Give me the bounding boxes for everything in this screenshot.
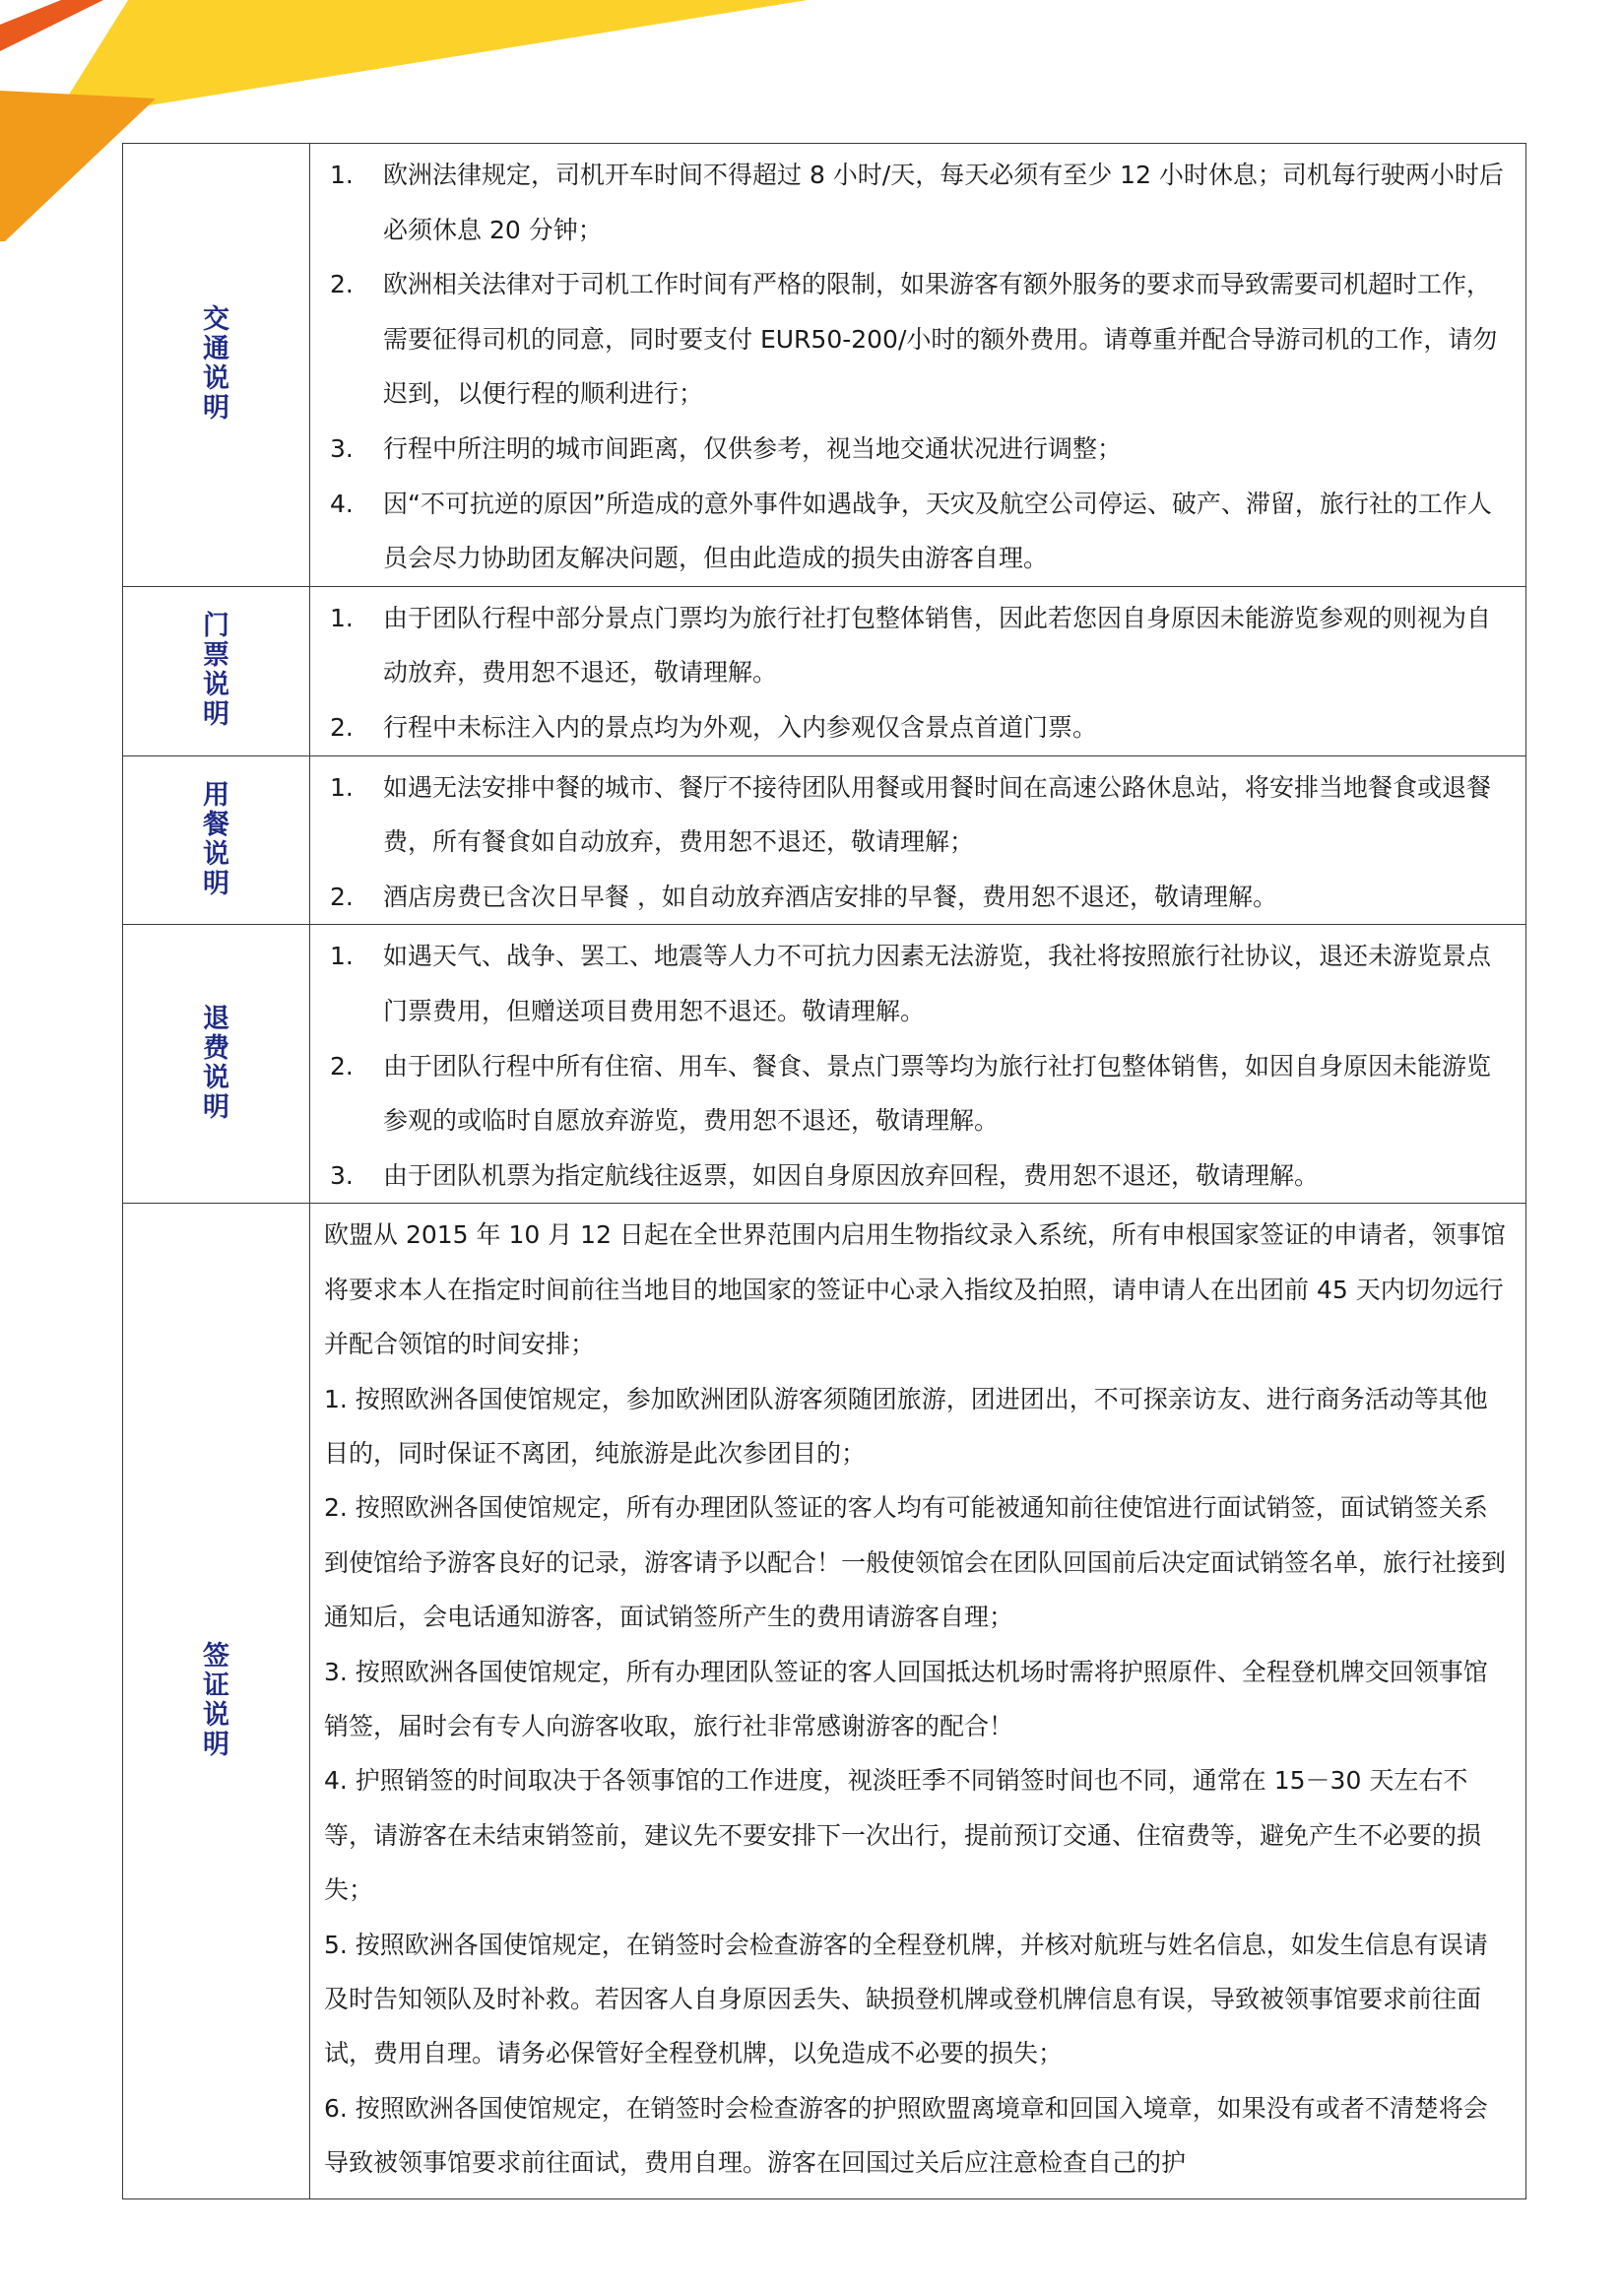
item-text: 欧洲相关法律对于司机工作时间有严格的限制，如果游客有额外服务的要求而导致需要司机超时工作，需要征得司机的同意，同时要支付 EUR50-200/小时的额外费用。请尊重并配合导游司机的工作，请勿迟到，以便行程的顺利进行；	[383, 270, 1498, 409]
item-text: 行程中所注明的城市间距离，仅供参考，视当地交通状况进行调整；	[383, 433, 1123, 463]
item-number: 2.	[330, 882, 354, 911]
item-number: 1.	[330, 603, 354, 632]
item-text: 欧洲法律规定，司机开车时间不得超过 8 小时/天，每天必须有至少 12 小时休息；司机每行驶两小时后必须休息 20 分钟；	[383, 161, 1504, 244]
section-meals	[123, 755, 1526, 925]
visa-paragraph: 3. 按照欧洲各国使馆规定，所有办理团队签证的客人回国抵达机场时需将护照原件、全程登机牌交回领事馆销签，届时会有专人向游客收取，旅行社非常感谢游客的配合！	[324, 1657, 1488, 1740]
section-label-cell	[123, 925, 310, 1204]
section-refund	[123, 925, 1526, 1204]
section-content	[310, 1204, 1526, 2199]
list-item	[324, 1148, 1512, 1204]
item-number: 2.	[330, 712, 354, 742]
section-label-cell	[123, 1204, 310, 2199]
item-text: 行程中未标注入内的景点均为外观，入内参观仅含景点首道门票。	[383, 712, 1098, 742]
visa-paragraph: 4. 护照销签的时间取决于各领事馆的工作进度，视淡旺季不同销签时间也不同，通常在 15－30 天左右不等，请游客在未结束销签前，建议先不要安排下一次出行，提前预订交通、住宿费等，避免产生不必要的损失；	[324, 1766, 1482, 1905]
section-label: 签证说明	[203, 1641, 229, 1761]
item-number: 1.	[330, 942, 354, 971]
list-item	[324, 870, 1512, 925]
section-label: 退费说明	[203, 1004, 229, 1124]
section-label: 门票说明	[203, 611, 229, 731]
item-text: 由于团队行程中部分景点门票均为旅行社打包整体销售，因此若您因自身原因未能游览参观的则视为自动放弃，费用恕不退还，敬请理解。	[383, 603, 1492, 688]
item-text: 因“不可抗逆的原因”所造成的意外事件如遇战争，天灾及航空公司停运、破产、滞留，旅行社的工作人员会尽力协助团友解决问题，但由此造成的损失由游客自理。	[383, 489, 1492, 573]
section-label-cell	[123, 755, 310, 925]
section-tickets	[123, 586, 1526, 755]
item-text: 酒店房费已含次日早餐 ，如自动放弃酒店安排的早餐，费用恕不退还，敬请理解。	[383, 882, 1277, 911]
item-number: 2.	[330, 1051, 354, 1081]
section-content	[310, 925, 1526, 1204]
section-label: 交通说明	[203, 304, 229, 425]
list-item	[324, 257, 1512, 422]
item-text: 如遇天气、战争、罢工、地震等人力不可抗力因素无法游览，我社将按照旅行社协议，退还未游览景点门票费用，但赠送项目费用恕不退还。敬请理解。	[383, 942, 1492, 1025]
section-label-cell	[123, 586, 310, 755]
visa-paragraph: 1. 按照欧洲各国使馆规定，参加欧洲团队游客须随团旅游，团进团出，不可探亲访友、进行商务活动等其他目的，同时保证不离团，纯旅游是此次参团目的；	[324, 1384, 1488, 1468]
section-content	[310, 586, 1526, 755]
visa-paragraph: 6. 按照欧洲各国使馆规定，在销签时会检查游客的护照欧盟离境章和回国入境章，如果没有或者不清楚将会导致被领事馆要求前往面试，费用自理。游客在回国过关后应注意检查自己的护	[324, 2093, 1488, 2178]
visa-paragraph: 5. 按照欧洲各国使馆规定，在销签时会检查游客的全程登机牌，并核对航班与姓名信息，如发生信息有误请及时告知领队及时补救。若因客人自身原因丢失、缺损登机牌或登机牌信息有误，导致被领事馆要求前往面试，费用自理。请务必保管好全程登机牌，以免造成不必要的损失；	[324, 1930, 1488, 2068]
visa-paragraph: 欧盟从 2015 年 10 月 12 日起在全世界范围内启用生物指纹录入系统，所有申根国家签证的申请者，领事馆将要求本人在指定时间前往当地目的地国家的签证中心录入指纹及拍照，请申请人在出团前 45 天内切勿远行并配合领馆的时间安排；	[324, 1220, 1506, 1359]
section-visa	[123, 1204, 1526, 2199]
list-item	[324, 1039, 1512, 1148]
list-item	[324, 700, 1512, 755]
section-label: 用餐说明	[203, 779, 229, 899]
list-item	[324, 422, 1512, 477]
section-traffic	[123, 144, 1526, 587]
notes-table	[122, 143, 1526, 2199]
list-item	[324, 477, 1512, 586]
item-text: 如遇无法安排中餐的城市、餐厅不接待团队用餐或用餐时间在高速公路休息站，将安排当地餐食或退餐费，所有餐食如自动放弃，费用恕不退还，敬请理解；	[383, 772, 1492, 857]
list-item	[324, 760, 1512, 870]
red-stripe	[0, 0, 103, 51]
item-number: 3.	[330, 1160, 354, 1190]
list-item	[324, 148, 1512, 257]
item-text: 由于团队行程中所有住宿、用车、餐食、景点门票等均为旅行社打包整体销售，如因自身原因未能游览参观的或临时自愿放弃游览，费用恕不退还，敬请理解。	[383, 1051, 1492, 1136]
visa-paragraph: 2. 按照欧洲各国使馆规定，所有办理团队签证的客人均有可能被通知前往使馆进行面试销签，面试销签关系到使馆给予游客良好的记录，游客请予以配合！一般使领馆会在团队回国前后决定面试销签名单，旅行社接到通知后，会电话通知游客，面试销签所产生的费用请游客自理；	[324, 1493, 1507, 1632]
section-content	[310, 755, 1526, 925]
item-number: 3.	[330, 433, 354, 463]
item-number: 1.	[330, 161, 354, 189]
item-number: 2.	[330, 270, 354, 299]
yellow-stripe	[59, 0, 808, 110]
list-item	[324, 929, 1512, 1038]
section-label-cell	[123, 144, 310, 587]
section-content	[310, 144, 1526, 587]
item-number: 1.	[330, 772, 354, 802]
item-text: 由于团队机票为指定航线往返票，如因自身原因放弃回程，费用恕不退还，敬请理解。	[383, 1160, 1320, 1190]
item-number: 4.	[330, 489, 354, 518]
list-item	[324, 591, 1512, 700]
